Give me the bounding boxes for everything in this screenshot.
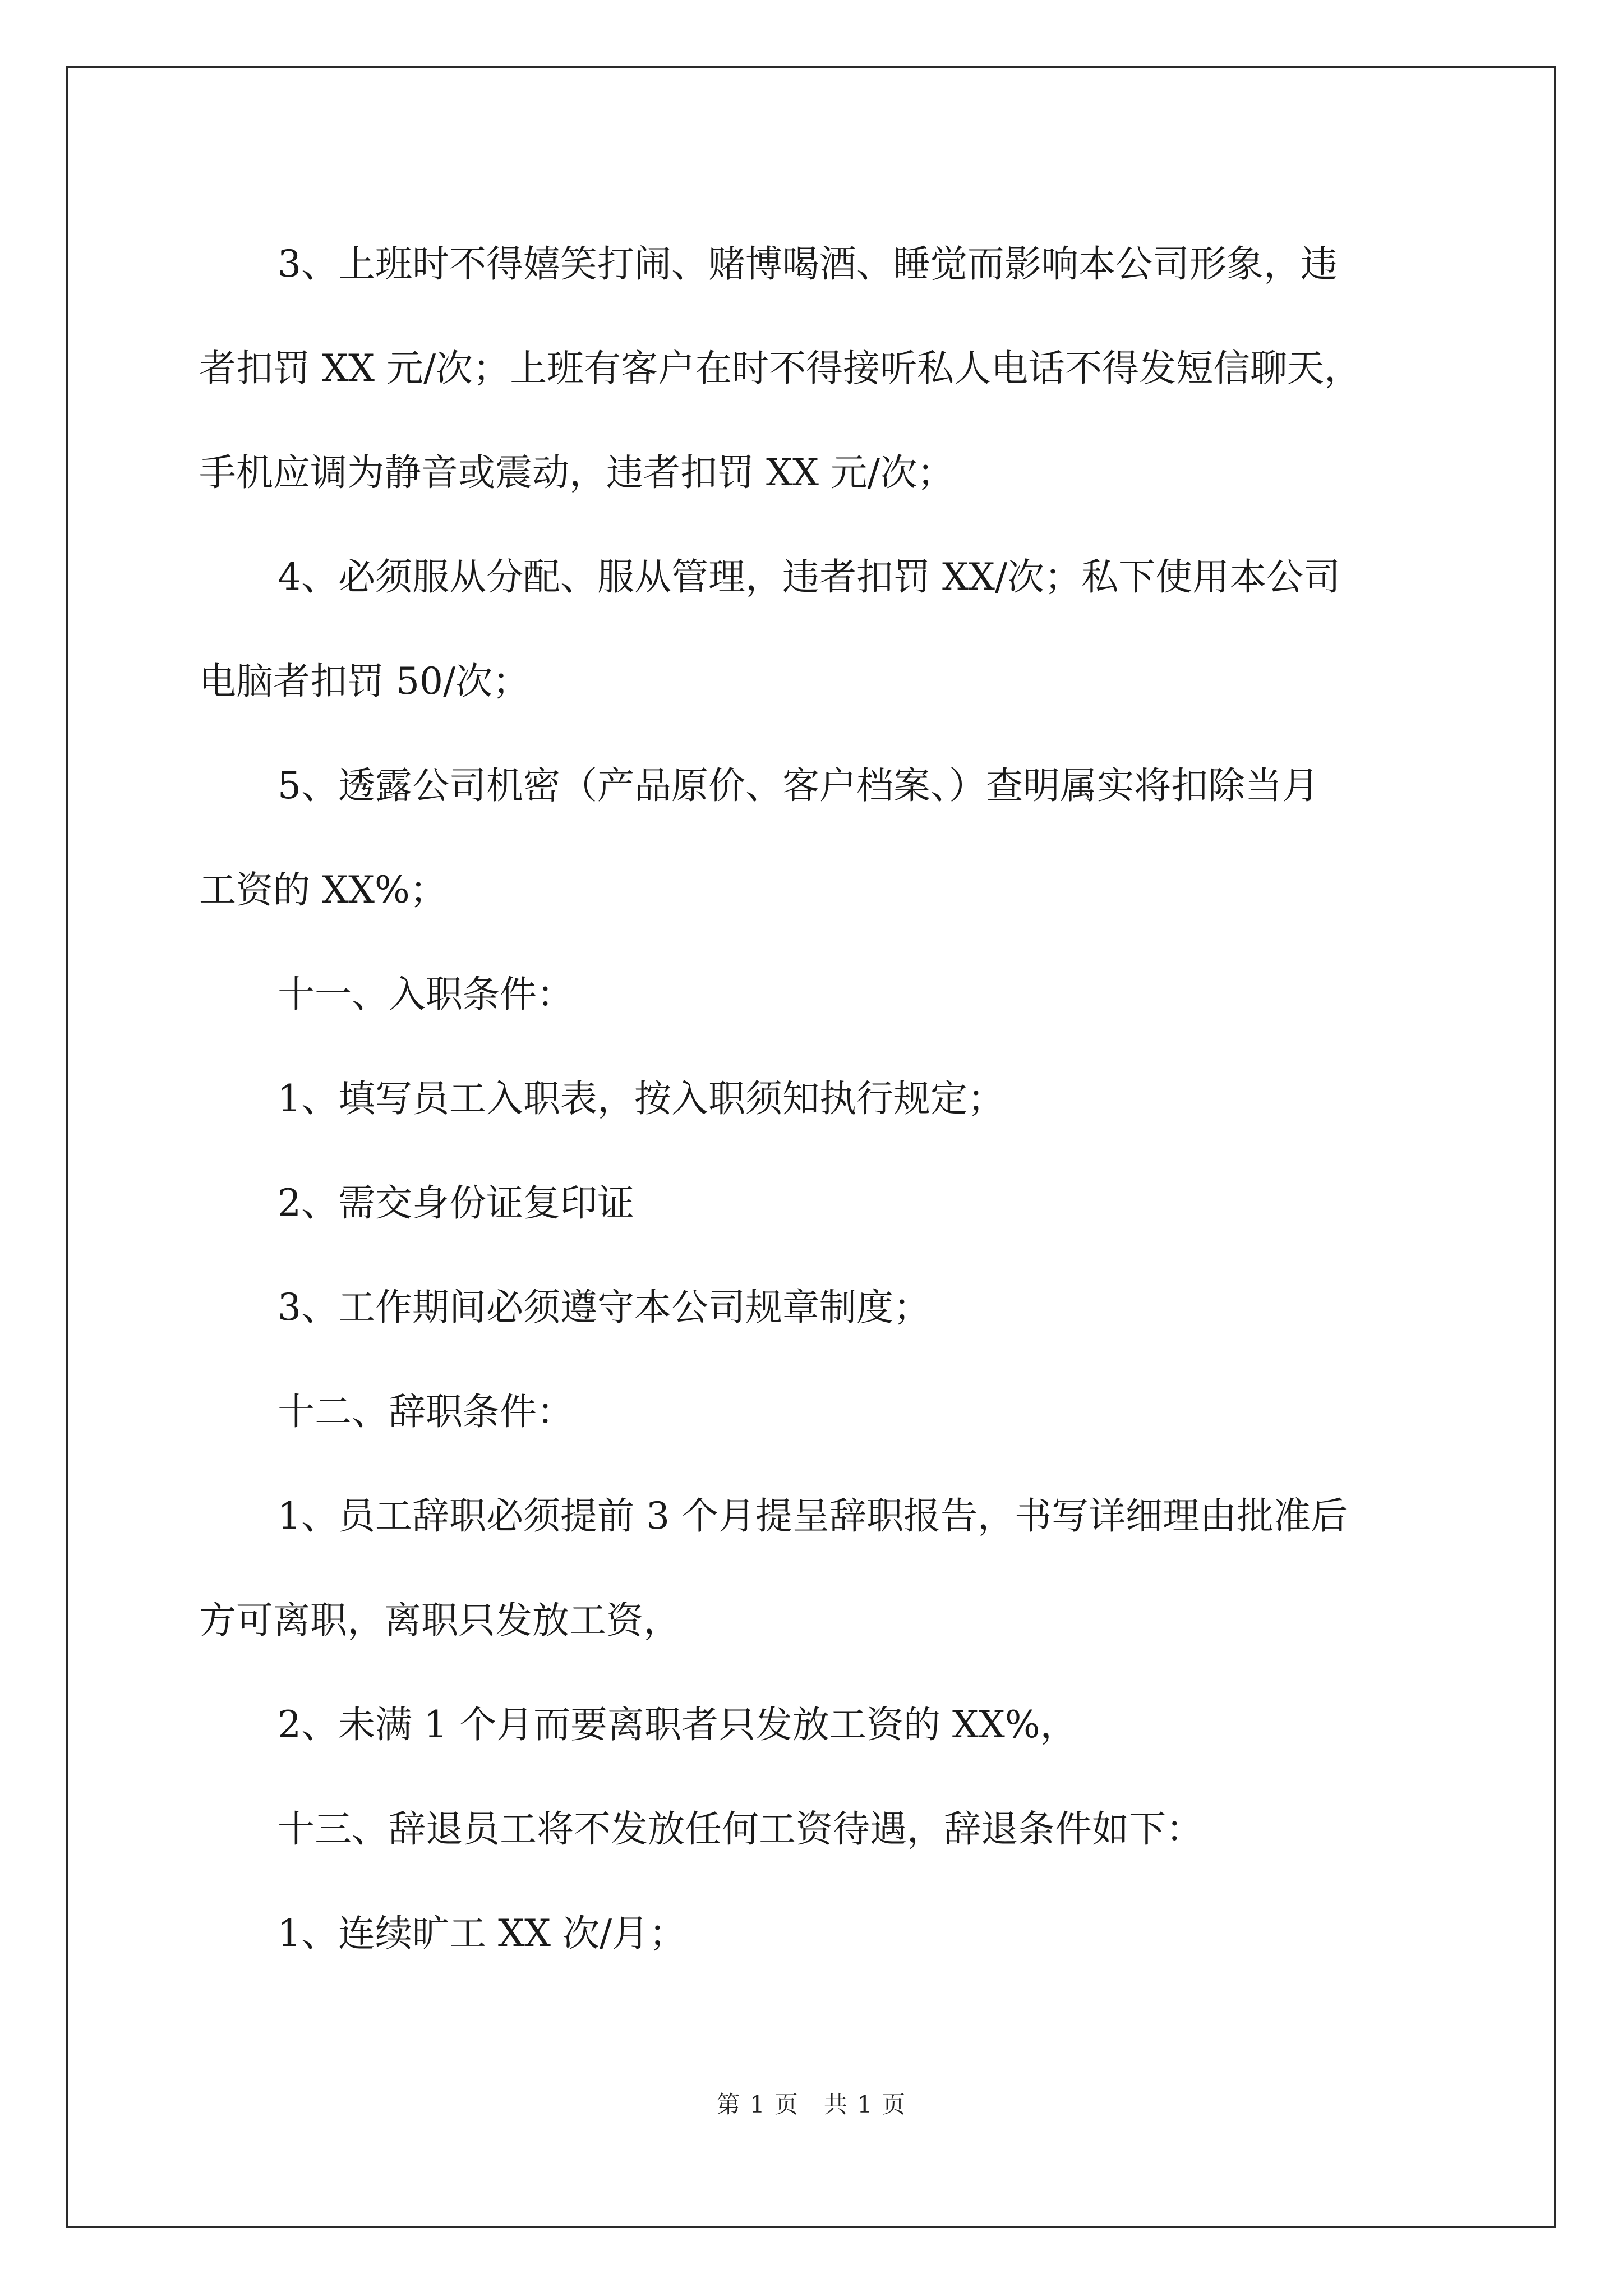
paragraph-onboarding-2	[199, 1151, 1422, 1255]
paragraph-dismissal-1	[199, 1881, 1422, 1986]
text-line: 者扣罚 XX 元/次；上班有客户在时不得接听私人电话不得发短信聊天，	[199, 347, 1362, 390]
paragraph-onboarding-1	[199, 1047, 1422, 1151]
heading-line: 十一、入职条件：	[278, 973, 574, 1016]
text-line: 3、工作期间必须遵守本公司规章制度；	[278, 1286, 930, 1329]
section-heading-onboarding	[199, 942, 1422, 1047]
text-line: 1、连续旷工 XX 次/月；	[278, 1912, 686, 1955]
text-line: 工资的 XX%；	[199, 868, 447, 912]
text-line: 2、未满 1 个月而要离职者只发放工资的 XX%，	[278, 1703, 1077, 1746]
text-line: 5、透露公司机密（产品原价、客户档案、）查明属实将扣除当月	[278, 764, 1319, 807]
text-line: 3、上班时不得嬉笑打闹、赌博喝酒、睡觉而影响本公司形象，违	[278, 242, 1338, 286]
document-body	[199, 212, 1422, 1986]
paragraph-rule-3	[199, 212, 1422, 525]
text-line: 方可离职，离职只发放工资，	[199, 1599, 680, 1642]
paragraph-rule-5	[199, 734, 1422, 942]
section-heading-resignation	[199, 1360, 1422, 1464]
text-line: 1、员工辞职必须提前 3 个月提呈辞职报告，书写详细理由批准后	[278, 1494, 1348, 1538]
text-line: 2、需交身份证复印证	[278, 1181, 634, 1225]
paragraph-rule-4	[199, 525, 1422, 734]
section-heading-dismissal	[199, 1777, 1422, 1881]
text-line: 4、必须服从分配、服从管理，违者扣罚 XX/次；私下使用本公司	[278, 555, 1341, 599]
paragraph-onboarding-3	[199, 1255, 1422, 1360]
paragraph-resignation-2	[199, 1673, 1422, 1777]
page-number-footer: 第 1 页 共 1 页	[716, 2091, 907, 2118]
heading-line: 十三、辞退员工将不发放任何工资待遇，辞退条件如下：	[278, 1807, 1203, 1851]
text-line: 电脑者扣罚 50/次；	[199, 660, 530, 703]
text-line: 1、填写员工入职表，按入职须知执行规定；	[278, 1077, 1004, 1120]
text-line: 手机应调为静音或震动，违者扣罚 XX 元/次；	[199, 451, 955, 494]
paragraph-resignation-1	[199, 1464, 1422, 1673]
heading-line: 十二、辞职条件：	[278, 1390, 574, 1433]
